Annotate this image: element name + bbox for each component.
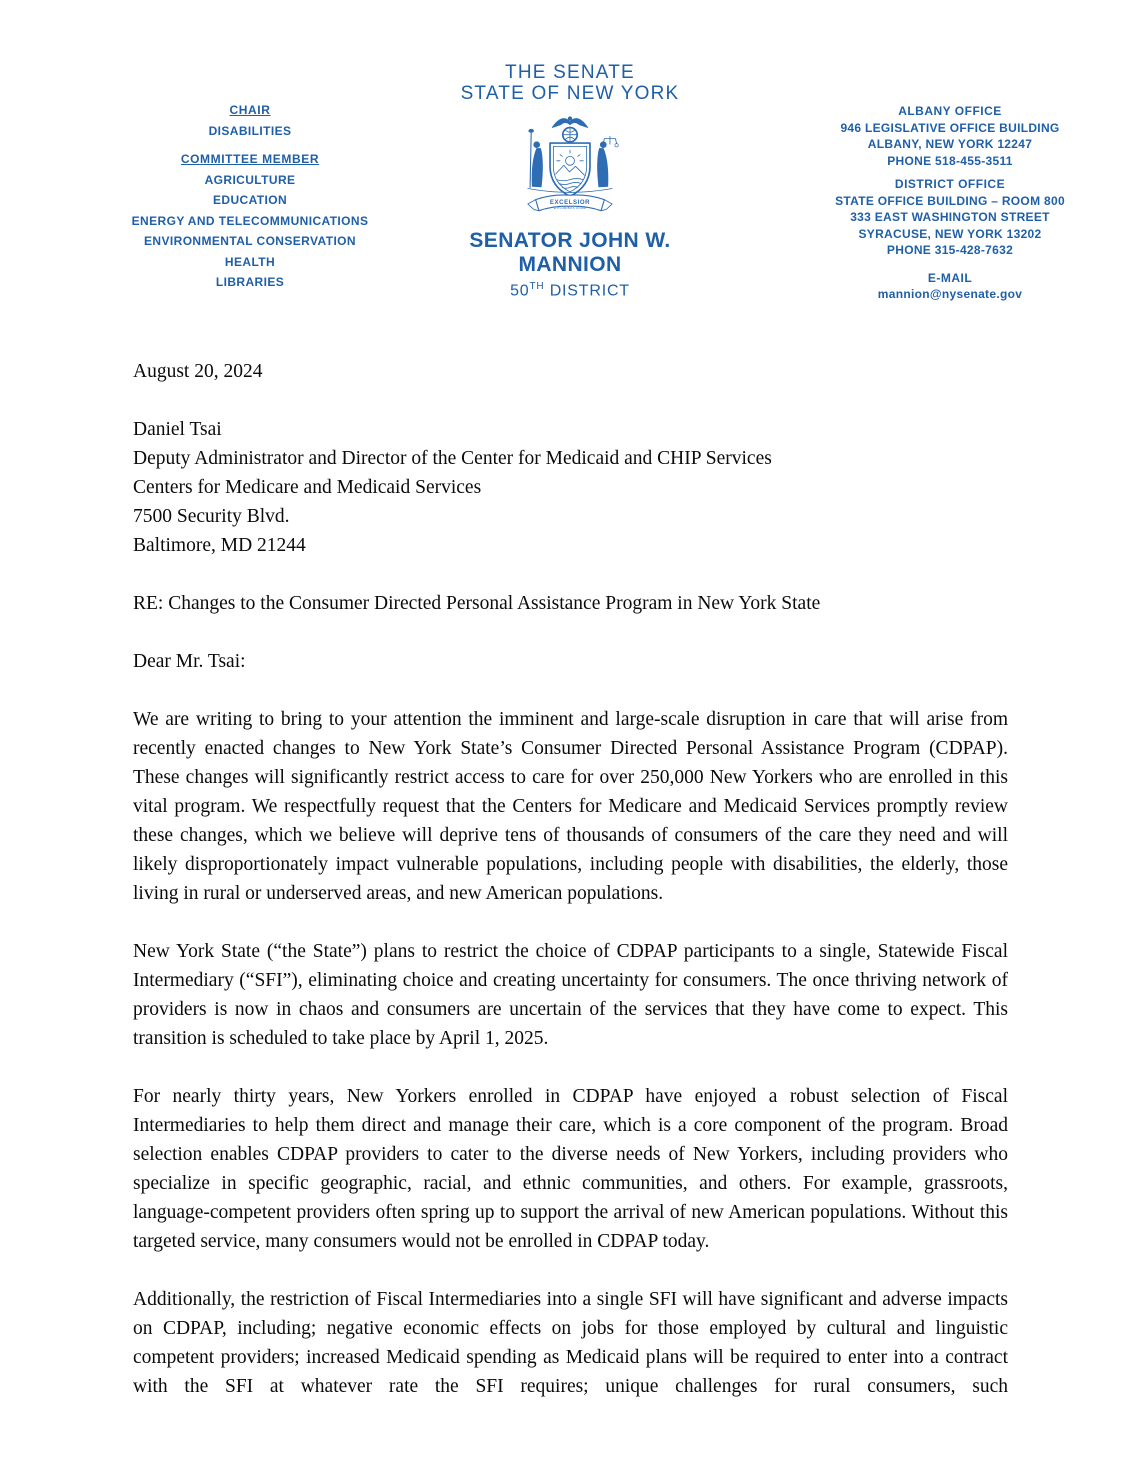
recipient-street: 7500 Security Blvd. — [133, 506, 290, 527]
paragraph: We are writing to bring to your attention the imminent and large-scale disruption in care that will arise from recently enacted changes to New York State’s Consumer Directed Personal Assistance Program (CDPAP). These changes will significantly restrict access to care for over 250,000 New Yorkers who are enrolled in this vital program. We respectfully request that the Centers for Medicare and Medicaid Services promptly review these changes, which we believe will deprive tens of thousands of consumers of the care they need and will likely disproportionately impact vulnerable populations, including people with disabilities, the elderly, those living in rural or underserved areas, and new American populations. — [133, 709, 1008, 904]
office-line: 333 EAST WASHINGTON STREET — [850, 210, 1050, 224]
paragraph: Additionally, the restriction of Fiscal Intermediaries into a single SFI will have significant and adverse impacts on CDPAP, including; negative economic effects on jobs for those employed by cultural and linguistic competent providers; increased Medicaid spending as Medicaid plans will be required to enter into a contract with the SFI at whatever rate the SFI requires; unique challenges for rural consumers, such — [133, 1289, 1008, 1397]
senator-name: SENATOR JOHN W. MANNION — [469, 229, 671, 276]
office-line: PHONE 518-455-3511 — [887, 153, 1013, 168]
committee-item: AGRICULTURE — [204, 172, 296, 187]
committee-member-heading: COMMITTEE MEMBER — [180, 152, 320, 166]
district-office-heading: DISTRICT OFFICE — [894, 177, 1006, 191]
office-line: ALBANY, NEW YORK 12247 — [867, 137, 1033, 151]
letterhead — [0, 0, 1140, 330]
chair-heading: CHAIR — [229, 103, 271, 117]
subject-line: RE: Changes to the Consumer Directed Personal Assistance Program in New York State — [133, 593, 821, 614]
seal-motto-text: EXCELSIOR — [549, 199, 591, 207]
letter-body — [133, 357, 1008, 1430]
district-line — [415, 277, 725, 301]
committee-item: HEALTH — [224, 254, 276, 269]
office-line: 946 LEGISLATIVE OFFICE BUILDING — [840, 120, 1060, 135]
recipient-title: Deputy Administrator and Director of the Center for Medicaid and CHIP Services — [133, 448, 772, 469]
email-heading: E-MAIL — [927, 270, 973, 285]
district-number: 50 — [510, 282, 530, 300]
office-line: PHONE 315-428-7632 — [886, 243, 1014, 257]
recipient-name: Daniel Tsai — [133, 419, 222, 440]
committee-item: ENVIRONMENTAL CONSERVATION — [144, 234, 356, 248]
senate-masthead — [415, 62, 725, 301]
email-address: mannion@nysenate.gov — [877, 287, 1023, 301]
salutation: Dear Mr. Tsai: — [133, 651, 246, 672]
committee-column — [95, 100, 405, 293]
office-line: STATE OFFICE BUILDING – ROOM 800 — [835, 193, 1065, 208]
committee-item: ENERGY AND TELECOMMUNICATIONS — [131, 213, 369, 228]
chair-item: DISABILITIES — [208, 123, 292, 138]
committee-item: LIBRARIES — [215, 275, 285, 289]
district-word: DISTRICT — [544, 282, 630, 300]
recipient-city: Baltimore, MD 21244 — [133, 535, 306, 556]
seal-motto2-text: E PLURIBUS UNUM — [553, 206, 587, 211]
offices-column — [765, 103, 1135, 303]
senate-title: THE SENATE — [505, 62, 635, 83]
district-ordinal: TH — [529, 281, 545, 292]
ny-state-seal-icon — [509, 109, 631, 227]
recipient-org: Centers for Medicare and Medicaid Services — [133, 477, 482, 498]
albany-office-heading: ALBANY OFFICE — [898, 104, 1002, 118]
paragraph: For nearly thirty years, New Yorkers enrolled in CDPAP have enjoyed a robust selection of Fiscal Intermediaries to help them direct and manage their care, which is a core component of the program. Broad selection enables CDPAP providers to cater to the diverse needs of New Yorkers, including providers who specialize in specific geographic, racial, and ethnic communities, and others. For example, grassroots, language-competent providers often spring up to support the arrival of new American populations. Without this targeted service, many consumers would not be enrolled in CDPAP today. — [133, 1086, 1008, 1252]
state-title: STATE OF NEW YORK — [460, 83, 680, 104]
office-line: SYRACUSE, NEW YORK 13202 — [858, 226, 1042, 241]
committee-item: EDUCATION — [212, 193, 288, 207]
letter-date: August 20, 2024 — [133, 361, 263, 382]
paragraph: New York State (“the State”) plans to restrict the choice of CDPAP participants to a single, Statewide Fiscal Intermediary (“SFI”), eliminating choice and creating uncertainty for consumers. The once thriving network of providers is now in chaos and consumers are uncertain of the services that they have come to expect. This transition is scheduled to take place by April 1, 2025. — [133, 941, 1008, 1049]
